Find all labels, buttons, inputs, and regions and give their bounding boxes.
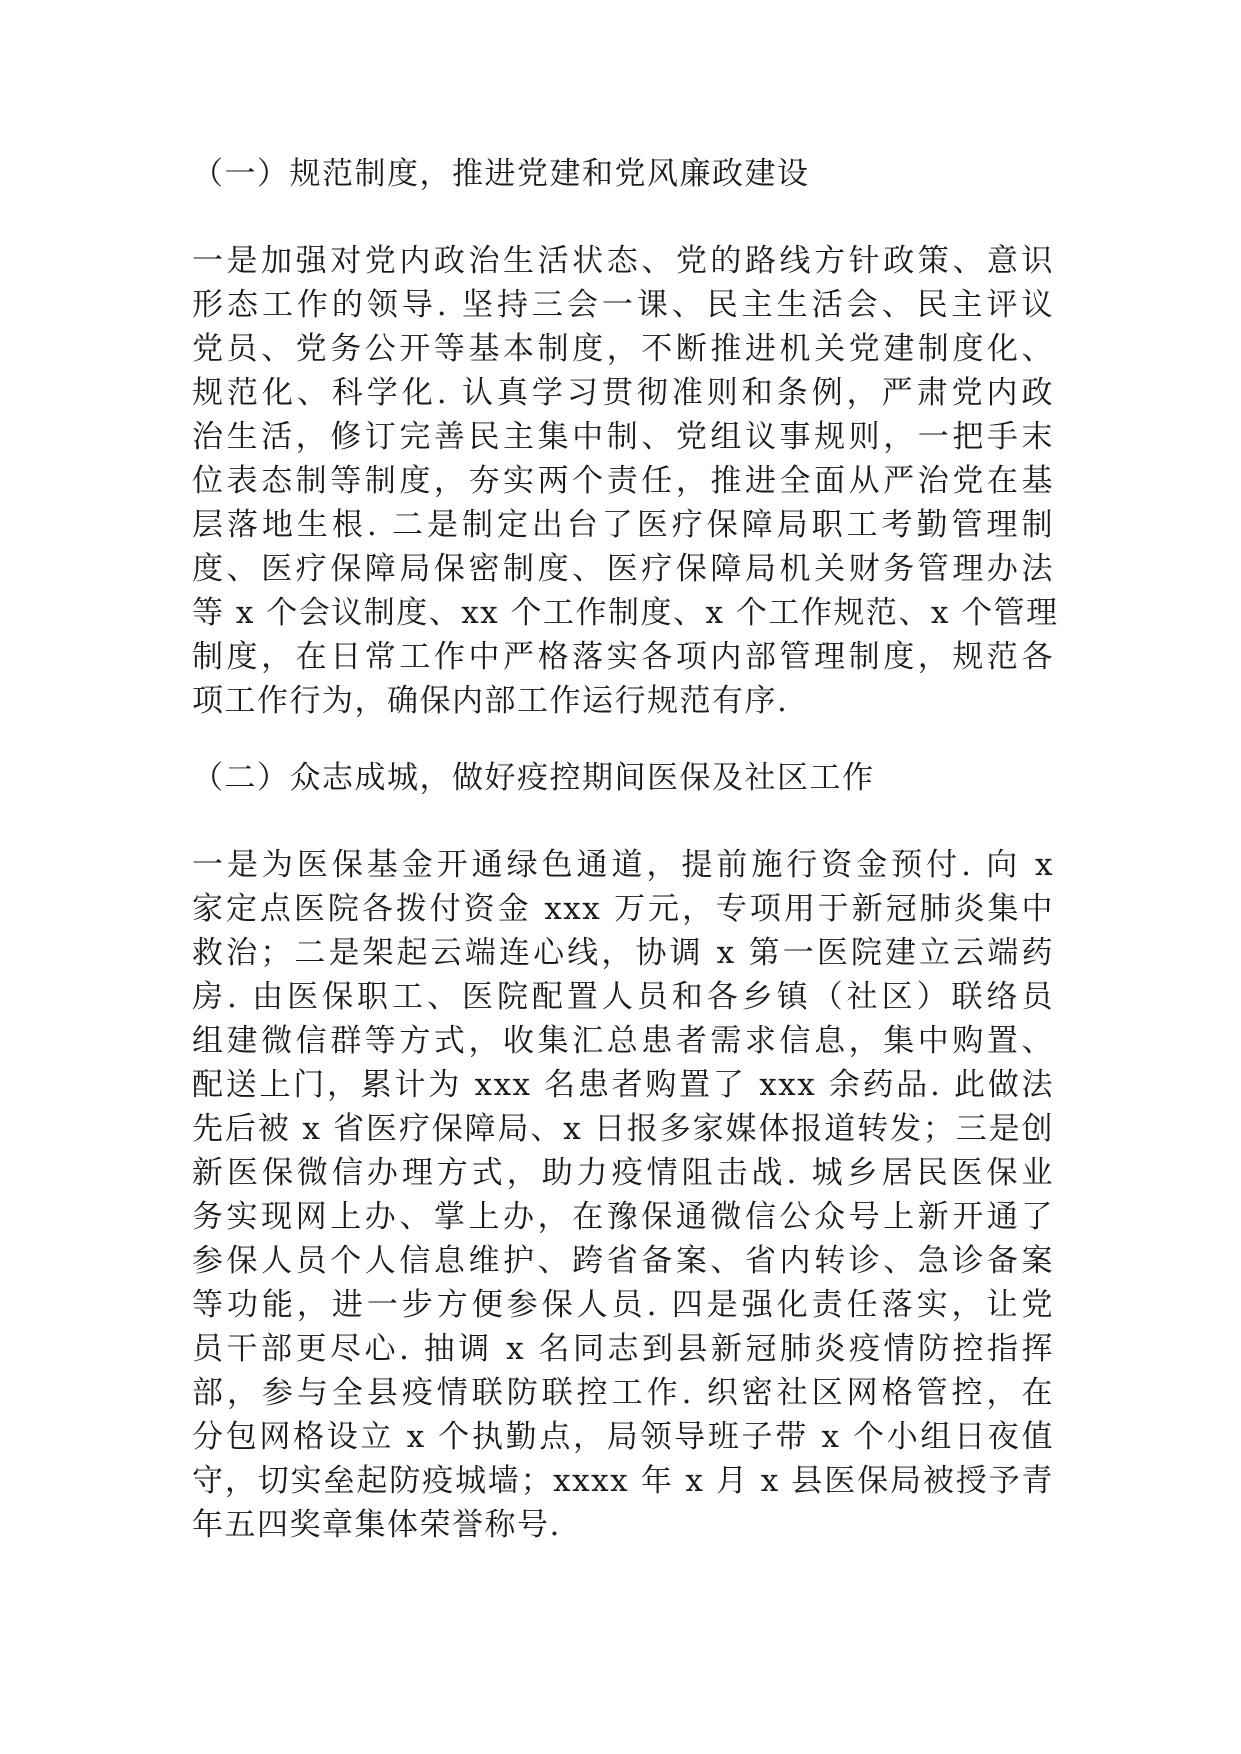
paragraph-line: 守，切实垒起防疫城墙；xxxx 年 x 月 x 县医保局被授予青 — [192, 1463, 1054, 1499]
paragraph-line: 先后被 x 省医疗保障局、x 日报多家媒体报道转发；三是创 — [192, 1111, 1054, 1147]
paragraph-line: 务实现网上办、掌上办，在豫保通微信公众号上新开通了 — [192, 1199, 1054, 1235]
paragraph-line: 年五四奖章集体荣誉称号. — [192, 1507, 561, 1543]
paragraph-line: 分包网格设立 x 个执勤点，局领导班子带 x 个小组日夜值 — [192, 1419, 1054, 1455]
paragraph-line: 一是加强对党内政治生活状态、党的路线方针政策、意识 — [192, 243, 1054, 279]
paragraph-line: 参保人员个人信息维护、跨省备案、省内转诊、急诊备案 — [192, 1243, 1054, 1279]
section-1-paragraph — [192, 239, 1059, 723]
paragraph-line: 房. 由医保职工、医院配置人员和各乡镇（社区）联络员 — [192, 979, 1054, 1015]
paragraph-line: 度、医疗保障局保密制度、医疗保障局机关财务管理办法 — [192, 551, 1054, 587]
paragraph-line: 党员、党务公开等基本制度，不断推进机关党建制度化、 — [192, 331, 1054, 367]
paragraph-line: 部，参与全县疫情联防联控工作. 织密社区网格管控，在 — [192, 1375, 1054, 1411]
paragraph-line: 制度，在日常工作中严格落实各项内部管理制度，规范各 — [192, 639, 1054, 675]
paragraph-line: 新医保微信办理方式，助力疫情阻击战. 城乡居民医保业 — [192, 1155, 1054, 1191]
paragraph-line: 救治；二是架起云端连心线，协调 x 第一医院建立云端药 — [192, 935, 1054, 971]
paragraph-line: 层落地生根. 二是制定出台了医疗保障局职工考勤管理制 — [192, 507, 1054, 543]
paragraph-line: 配送上门，累计为 xxx 名患者购置了 xxx 余药品. 此做法 — [192, 1067, 1054, 1103]
section-2-paragraph — [192, 843, 1054, 1547]
paragraph-line: 形态工作的领导. 坚持三会一课、民主生活会、民主评议 — [192, 287, 1054, 323]
paragraph-line: 项工作行为，确保内部工作运行规范有序. — [192, 683, 789, 719]
paragraph-line: 等 x 个会议制度、xx 个工作制度、x 个工作规范、x 个管理 — [192, 595, 1059, 631]
paragraph-line: 员干部更尽心. 抽调 x 名同志到县新冠肺炎疫情防控指挥 — [192, 1331, 1054, 1367]
paragraph-line: 一是为医保基金开通绿色通道，提前施行资金预付. 向 x — [192, 847, 1054, 883]
paragraph-line: 位表态制等制度，夯实两个责任，推进全面从严治党在基 — [192, 463, 1054, 499]
paragraph-line: 规范化、科学化. 认真学习贯彻准则和条例，严肃党内政 — [192, 375, 1054, 411]
paragraph-line: 等功能，进一步方便参保人员. 四是强化责任落实，让党 — [192, 1287, 1054, 1323]
paragraph-line: 治生活，修订完善民主集中制、党组议事规则，一把手末 — [192, 419, 1054, 455]
section-1-heading: （一）规范制度，推进党建和党风廉政建设 — [192, 156, 810, 192]
section-2-heading: （二）众志成城，做好疫控期间医保及社区工作 — [192, 760, 875, 796]
paragraph-line: 组建微信群等方式，收集汇总患者需求信息，集中购置、 — [192, 1023, 1054, 1059]
paragraph-line: 家定点医院各拨付资金 xxx 万元，专项用于新冠肺炎集中 — [192, 891, 1054, 927]
